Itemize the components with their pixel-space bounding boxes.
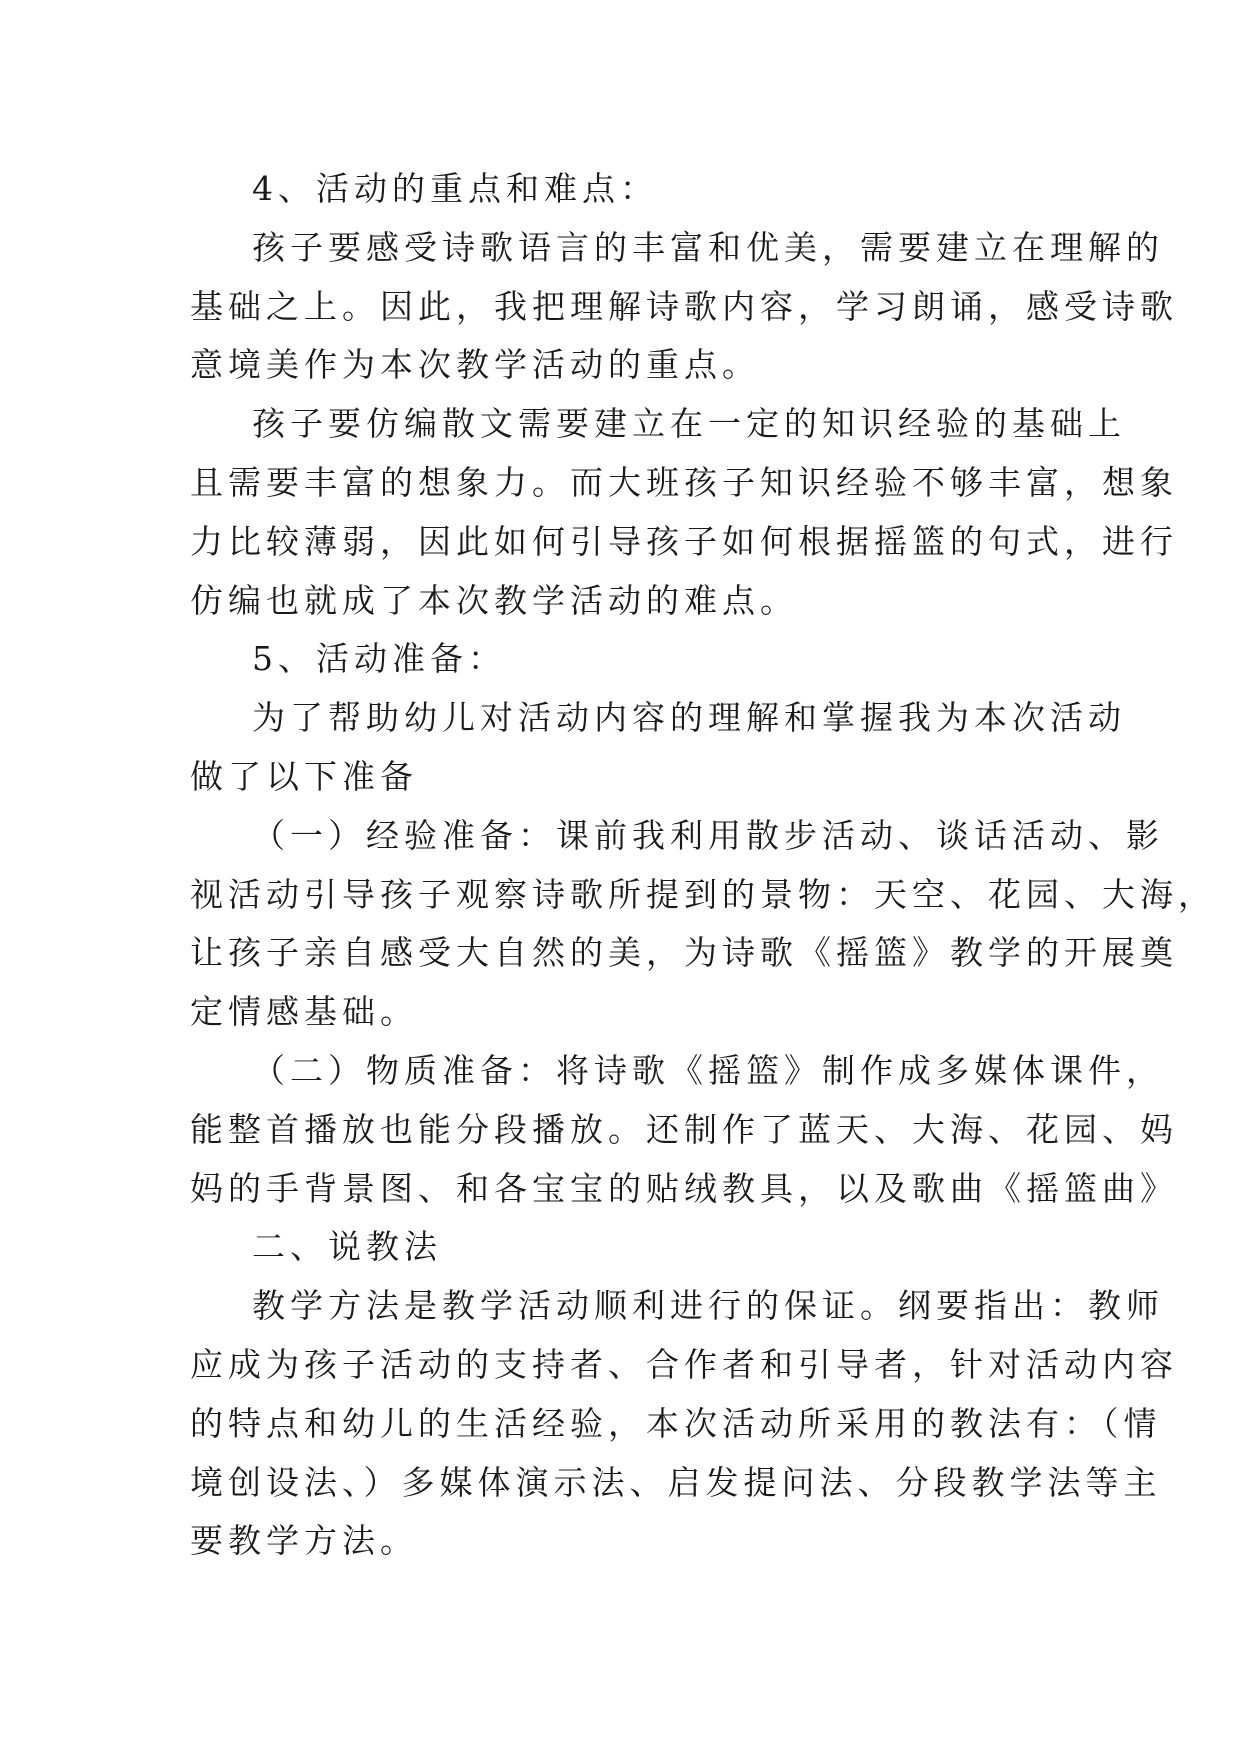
text-line: 5、活动准备： xyxy=(252,639,506,679)
text-line: 意境美作为本次教学活动的重点。 xyxy=(190,345,760,385)
text-line: 做了以下准备 xyxy=(190,756,418,796)
text-line: 定情感基础。 xyxy=(190,992,418,1032)
text-line: 力比较薄弱，因此如何引导孩子如何根据摇篮的句式，进行 xyxy=(190,521,1178,561)
text-line: 让孩子亲自感受大自然的美，为诗歌《摇篮》教学的开展奠 xyxy=(190,933,1178,973)
text-line: 孩子要仿编散文需要建立在一定的知识经验的基础上 xyxy=(252,404,1126,444)
text-line: 能整首播放也能分段播放。还制作了蓝天、大海、花园、妈 xyxy=(190,1109,1178,1149)
text-line: 二、说教法 xyxy=(252,1227,442,1267)
text-line: 为了帮助幼儿对活动内容的理解和掌握我为本次活动 xyxy=(252,698,1126,738)
text-line: 视活动引导孩子观察诗歌所提到的景物：天空、花园、大海， xyxy=(190,874,1216,914)
text-line: 且需要丰富的想象力。而大班孩子知识经验不够丰富，想象 xyxy=(190,462,1178,502)
text-line: 境创设法、）多媒体演示法、启发提问法、分段教学法等主 xyxy=(190,1462,1162,1502)
text-line: 孩子要感受诗歌语言的丰富和优美，需要建立在理解的 xyxy=(252,227,1164,267)
text-line: 要教学方法。 xyxy=(190,1521,418,1561)
text-line: 4、活动的重点和难点： xyxy=(252,169,658,208)
text-line: 的特点和幼儿的生活经验，本次活动所采用的教法有：（情 xyxy=(190,1403,1162,1443)
text-line: （二）物质准备：将诗歌《摇篮》制作成多媒体课件， xyxy=(252,1050,1164,1090)
document-body xyxy=(190,160,1216,1571)
text-line: 基础之上。因此，我把理解诗歌内容，学习朗诵，感受诗歌 xyxy=(190,286,1178,326)
text-line: 教学方法是教学活动顺利进行的保证。纲要指出：教师 xyxy=(252,1286,1164,1326)
text-line: 仿编也就成了本次教学活动的难点。 xyxy=(190,580,798,620)
text-line: 妈的手背景图、和各宝宝的贴绒教具，以及歌曲《摇篮曲》 xyxy=(190,1168,1178,1208)
text-line: （一）经验准备：课前我利用散步活动、谈话活动、影 xyxy=(252,815,1164,855)
text-line: 应成为孩子活动的支持者、合作者和引导者，针对活动内容 xyxy=(190,1344,1178,1384)
